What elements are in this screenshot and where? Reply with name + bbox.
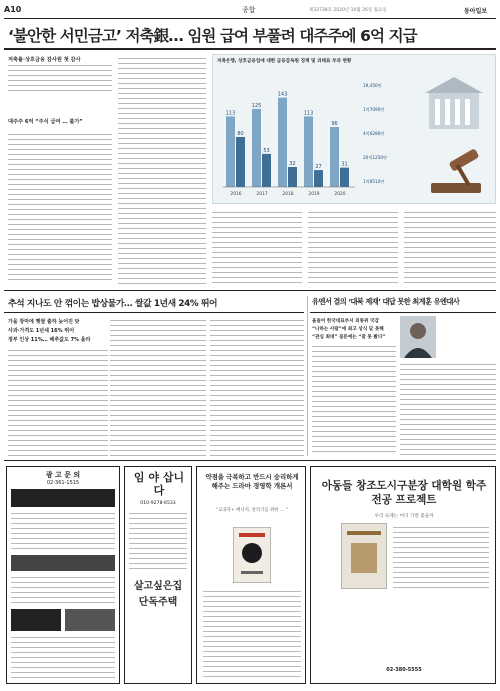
lead-graphic bbox=[212, 54, 496, 204]
right-value: 19,450만 bbox=[363, 83, 382, 88]
right-value: 1억8510만 bbox=[363, 179, 385, 184]
story3-rule bbox=[310, 312, 496, 313]
bar-value-label: 80 bbox=[237, 131, 244, 137]
bar-value-label: 113 bbox=[303, 110, 314, 117]
story2-body-col1 bbox=[8, 348, 108, 456]
right-value: 1억7090만 bbox=[363, 107, 385, 112]
story2-lede-1: 가을 장마에 햇쌀 출하 늦어진 탓 bbox=[8, 319, 80, 325]
chart-bar bbox=[226, 116, 235, 187]
bar-value-label: 31 bbox=[341, 161, 348, 168]
story2-rule bbox=[4, 312, 304, 313]
section-rule-2 bbox=[4, 460, 496, 461]
bar-value-label: 96 bbox=[331, 121, 338, 127]
wanted-title: 임 야 삽니다 bbox=[133, 471, 185, 497]
chart-bar bbox=[236, 137, 245, 187]
classified-text bbox=[11, 575, 115, 605]
chart-bar bbox=[330, 127, 339, 187]
bar-value-label: 113 bbox=[225, 110, 236, 117]
story2-headline: 추석 지나도 안 꺾이는 밥상물가… 쌀값 1년새 24% 뛰어 bbox=[8, 299, 218, 309]
classified-ad bbox=[6, 466, 120, 684]
chart-bar bbox=[288, 167, 297, 187]
lead-headline: ‘불안한 서민금고’ 저축銀… 임원 급여 부풀려 대주주에 6억 지급 bbox=[8, 27, 417, 45]
lead-body-col3 bbox=[212, 210, 302, 284]
classified-block bbox=[65, 609, 115, 631]
page-number: A10 bbox=[4, 5, 22, 14]
chart-bar bbox=[314, 170, 323, 187]
story3-body-col2 bbox=[400, 362, 496, 456]
classified-block bbox=[11, 489, 115, 507]
edu-phone: 02-380-5555 bbox=[386, 667, 422, 673]
story3-headline: 유엔서 결의 ‘대북 제재’ 대답 못한 최계훈 유엔대사 bbox=[312, 297, 460, 306]
book-cover bbox=[233, 527, 271, 583]
story3-body-col1 bbox=[312, 344, 396, 456]
lead-body-col5 bbox=[404, 210, 496, 284]
classified-text bbox=[11, 635, 115, 679]
story3-lede-1: 올들어 한국대표부서 외통위 국감 bbox=[312, 319, 379, 324]
edu-cover bbox=[341, 523, 387, 589]
story2-lede-3: 정부 인상 11%… 배추값도 7% 올라 bbox=[8, 337, 91, 343]
lead-sub-1: 저축률·상호금융 감사원 첫 감사 bbox=[8, 57, 81, 63]
classified-phone: 02-361-1515 bbox=[46, 480, 80, 486]
chart-bar bbox=[252, 109, 261, 187]
issue-meta: 제33738호 2020년 10월 26일 월요일 bbox=[309, 8, 387, 13]
section-rule-1 bbox=[4, 290, 496, 291]
page-header bbox=[4, 4, 496, 18]
x-tick-label: 2017 bbox=[256, 192, 268, 197]
bar-value-label: 32 bbox=[289, 161, 296, 167]
story3-lede-2: “나하는 사람”에 최고 상식 답 못해 bbox=[312, 327, 384, 332]
story2-body-col2 bbox=[110, 318, 206, 456]
edu-title: 아동들 창조도시구분장 대학원 학주 전공 프로젝트 bbox=[321, 480, 487, 506]
lead-bar-chart bbox=[217, 69, 357, 201]
x-tick-label: 2018 bbox=[282, 192, 294, 197]
lead-body-col4 bbox=[308, 210, 398, 284]
classified-block bbox=[11, 609, 61, 631]
right-value: 20억1250만 bbox=[363, 155, 388, 160]
story3-lede-3: “관심 최대” 질문에는 “잘 못 봤다” bbox=[312, 335, 386, 340]
wanted-text bbox=[129, 511, 187, 571]
column-divider bbox=[307, 296, 308, 456]
x-tick-label: 2020 bbox=[334, 192, 346, 197]
story2-lede-2: 사과·가격도 1년새 16% 뛰어 bbox=[8, 328, 75, 334]
bar-value-label: 53 bbox=[263, 147, 270, 154]
x-tick-label: 2019 bbox=[308, 192, 320, 197]
building-illustration bbox=[423, 71, 489, 131]
chart-bar bbox=[278, 98, 287, 187]
header-rule bbox=[4, 18, 496, 19]
wanted-phone: 010-9278-6533 bbox=[140, 501, 176, 506]
chart-right-values bbox=[363, 77, 421, 193]
story3-photo bbox=[400, 316, 436, 358]
book-sub: “교육학+ 매니저, 살리기를 위한 … ” bbox=[216, 508, 288, 513]
newspaper-logo: 동아일보 bbox=[464, 8, 488, 15]
edu-sub: 우리 숙제는 어디 가면 좋을까 bbox=[374, 514, 434, 519]
lead-sub-block bbox=[8, 63, 112, 91]
chart-bar bbox=[304, 116, 313, 187]
lead-headline-rule bbox=[4, 48, 496, 50]
house-title: 살고싶은집 단독주택 bbox=[133, 581, 183, 608]
bar-value-label: 125 bbox=[251, 102, 262, 109]
section-label: 종합 bbox=[242, 6, 256, 14]
lead-sub-2: 대주주 6억 “주식 급여 … 불가” bbox=[8, 119, 83, 125]
classified-title: 광 고 문 의 bbox=[45, 471, 81, 479]
x-tick-label: 2016 bbox=[230, 192, 242, 197]
book-title: 약점을 극복하고 반드시 승리하게 해주는 드라마 경영학 개론서 bbox=[205, 473, 299, 490]
book-text bbox=[203, 589, 301, 677]
classified-text bbox=[11, 511, 115, 551]
chart-bar bbox=[262, 154, 271, 187]
lead-body-col1 bbox=[8, 132, 112, 284]
education-ad bbox=[310, 466, 496, 684]
lead-body-col2 bbox=[118, 56, 206, 284]
bar-value-label: 27 bbox=[315, 164, 322, 171]
graphic-title: 저축은행, 상호금융업에 대한 금융감독원 징계 및 과태료 부과 현황 bbox=[217, 59, 352, 64]
story2-body-col3 bbox=[210, 318, 304, 456]
bar-value-label: 143 bbox=[277, 91, 288, 98]
chart-bar bbox=[340, 168, 349, 187]
gavel-illustration bbox=[427, 147, 489, 197]
book-ad bbox=[196, 466, 306, 684]
right-value: 4억6280만 bbox=[363, 131, 385, 136]
classified-block bbox=[11, 555, 115, 571]
edu-text bbox=[393, 525, 489, 589]
wanted-ad bbox=[124, 466, 192, 684]
